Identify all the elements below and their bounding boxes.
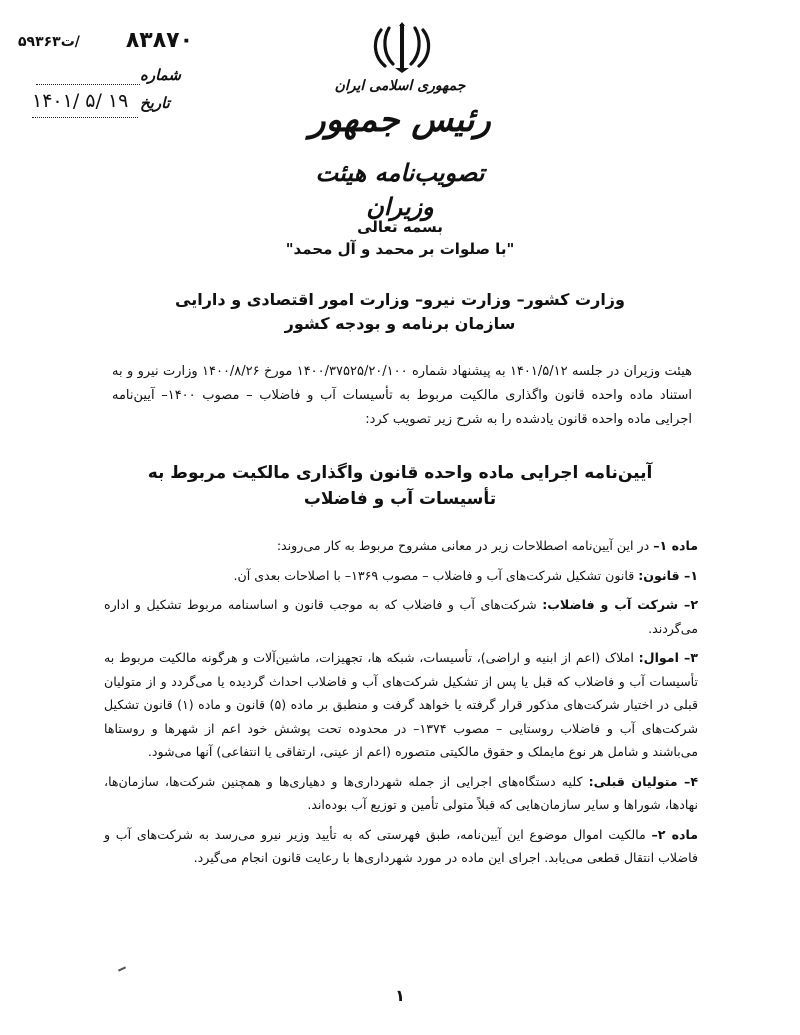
article-2-text: مالکیت اموال موضوع این آیین‌نامه، طبق فهرستی که به تأیید وزیر نیرو می‌رسد به شرکت‌های آب و فاضلاب انتقال قطعی می‌یابد. اجرای این ماده در مورد شهرداری‌ها با رعایت قانون انجام می‌گیرد. <box>104 826 698 865</box>
cabinet-approval-title: تصویب‌نامه هیئت وزیران <box>315 158 485 221</box>
definition-2-label: ۲– شرکت آب و فاضلاب: <box>542 597 698 612</box>
definition-4 <box>104 770 698 817</box>
salavat-line: "با صلوات بر محمد و آل محمد" <box>285 240 515 258</box>
date-label: تاریخ <box>140 94 170 112</box>
article-2-label: ماده ۲– <box>651 826 698 842</box>
definition-2-text: شرکت‌های آب و فاضلاب که به موجب قانون و اساسنامه مربوط تشکیل و اداره می‌گردند. <box>104 597 698 636</box>
bismillah-heading: بسمه تعالی <box>357 218 443 236</box>
definition-4-label: ۴– متولیان قبلی: <box>588 773 698 789</box>
iran-emblem-icon <box>371 22 433 74</box>
definition-1-text: قانون تشکیل شرکت‌های آب و فاضلاب – مصوب ۱۳۶۹– با اصلاحات بعدی آن. <box>233 567 639 583</box>
number-dotted-line <box>36 84 140 85</box>
reference-sub-number: /ت۵۹۳۶۳ <box>18 34 80 50</box>
date-value: ۱۴۰۱/ ۵/ ۱۹ <box>32 90 129 112</box>
article-1-label: ماده ۱– <box>653 538 698 553</box>
definition-3-label: ۳– اموال: <box>638 650 698 665</box>
reference-number <box>18 28 193 56</box>
president-title: رئیس جمهور <box>309 100 491 140</box>
definition-4-text: کلیه دستگاه‌های اجرایی از جمله شهرداری‌ها و دهیاری‌ها و همچنین شرکت‌ها، سازمان‌ها، نهادها، شوراها و سایر سازمان‌هایی که قبلاً متولی تأمین و توزیع آب بوده‌اند. <box>104 773 698 812</box>
date-dotted-line <box>32 117 138 118</box>
number-label: شماره <box>140 66 181 84</box>
articles-body <box>104 534 698 876</box>
stray-pen-mark <box>118 966 126 971</box>
reference-main-number: ۸۳۸۷۰ <box>125 28 193 53</box>
addressees-line-1: وزارت کشور– وزارت نیرو– وزارت امور اقتصادی و دارایی <box>175 290 625 309</box>
article-1-text: در این آیین‌نامه اصطلاحات زیر در معانی مشروح مربوط به کار می‌روند: <box>276 538 654 553</box>
definition-1-label: ۱– قانون: <box>638 567 698 583</box>
page-number: ۱ <box>395 986 405 1005</box>
republic-title: جمهوری اسلامی ایران <box>334 78 466 94</box>
definition-3 <box>104 646 698 764</box>
addressees-line-2: سازمان برنامه و بودجه کشور <box>284 314 516 333</box>
article-2 <box>104 823 698 870</box>
article-1 <box>104 534 698 558</box>
intro-paragraph: هیئت وزیران در جلسه ۱۴۰۱/۵/۱۲ به پیشنهاد شماره ۱۴۰۰/۳۷۵۲۵/۲۰/۱۰۰ مورخ ۱۴۰۰/۸/۲۶ وزارت نیرو و به استناد ماده واحده قانون واگذاری مالکیت مربوط به تأسیسات آب و فاضلاب – مصوب ۱۴۰۰– آیین‌نامه اجرایی ماده واحده قانون یادشده را به شرح زیر تصویب کرد: <box>112 364 692 427</box>
definition-1 <box>104 564 698 588</box>
definition-3-text: املاک (اعم از ابنیه و اراضی)، تأسیسات، شبکه ها، تجهیزات، ماشین‌آلات و هرگونه مالکیت مربوط به تأسیسات آب و فاضلاب که قبل یا پس از تشکیل شرکت‌های آب و فاضلاب احداث گردیده یا می‌گردد و از متولیان قبلی در اختیار شرکت‌های مذکور قرار گرفته یا خواهد گرفت و منطبق بر ماده (۵) قانون و ماده (۱) قانون تشکیل شرکت‌های آب و فاضلاب روستایی – مصوب ۱۳۷۴– در محدوده تحت پوشش خود اعم از شهرها و روستاها می‌باشند و شامل هر نوع مایملک و حقوق مالکیتی متصوره (اعم از عینی، ارتفاقی یا انتفاعی) آنها می‌شود. <box>104 650 698 759</box>
definition-2 <box>104 593 698 640</box>
regulation-title-line-2: تأسیسات آب و فاضلاب <box>303 489 497 509</box>
regulation-title-line-1: آیین‌نامه اجرایی ماده واحده قانون واگذاری مالکیت مربوط به <box>147 463 653 483</box>
